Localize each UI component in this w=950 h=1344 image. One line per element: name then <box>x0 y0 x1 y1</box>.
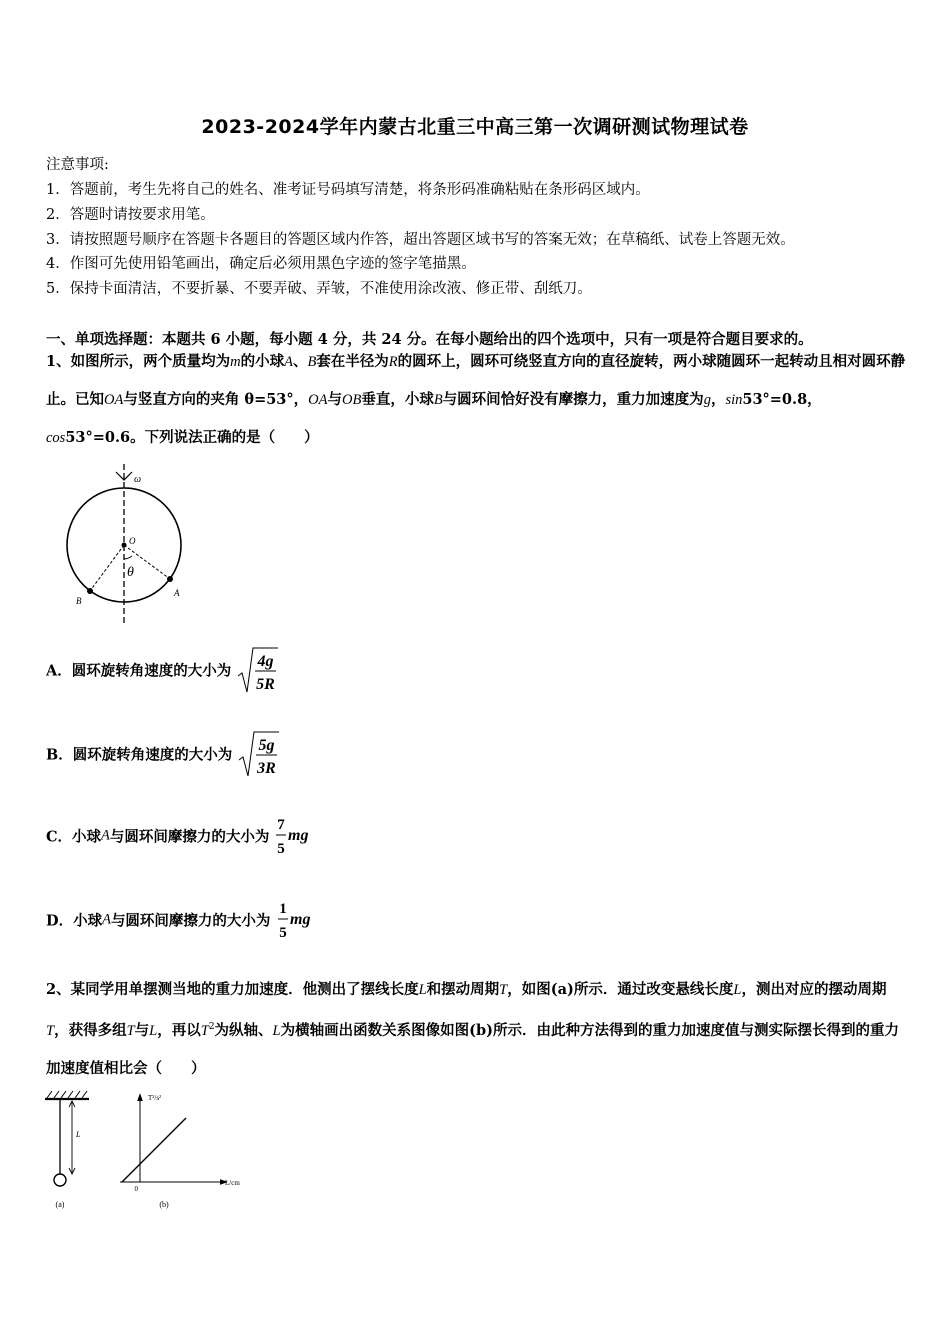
svg-text:5R: 5R <box>256 676 276 693</box>
question-1-stem: 1、如图所示，两个质量均为m的小球A、B套在半径为R的圆环上，圆环可绕竖直方向的直径旋转，两小球随圆环一起转动且相对圆环静止。已知OA与竖直方向的夹角 θ=53°，OA与OB垂直，小球B与圆环间恰好没有摩擦力，重力加速度为g，sin53°=0.8，cos53°=0.6。下列说法正确的是（ ） <box>46 353 906 446</box>
length-label: L <box>76 1130 81 1139</box>
ball-b <box>87 588 93 594</box>
theta-label: θ <box>127 565 134 580</box>
notice-heading: 注意事项: <box>46 157 109 173</box>
caption-a: (a) <box>55 1200 65 1209</box>
svg-text:7: 7 <box>277 817 286 833</box>
option-c[interactable]: C．小球A与圆环间摩擦力的大小为 7 5 mg <box>46 811 318 861</box>
svg-text:4g: 4g <box>257 653 274 670</box>
section-heading: 一、单项选择题：本题共 6 小题，每小题 4 分，共 24 分。在每小题给出的四个选项中，只有一项是符合题目要求的。 <box>46 331 813 348</box>
fraction-formula-d <box>276 895 320 945</box>
omega-label: ω <box>134 474 142 485</box>
option-a[interactable]: A．圆环旋转角速度的大小为 4g 5R <box>46 644 280 696</box>
svg-text:5g: 5g <box>258 737 275 754</box>
question-2-stem: 2、某同学用单摆测当地的重力加速度．他测出了摆线长度L和摆动周期T，如图(a)所示．通过改变悬线长度L，测出对应的摆动周期T，获得多组T与L，再以$T^2$为纵轴、L为横轴画出函数关系图像如图(b)所示．由此种方法得到的重力加速度值与测实际摆长得到的重力加速度值相比会（ ） <box>46 981 899 1077</box>
ring-figure <box>58 458 193 630</box>
notice-item: 4．作图可先使用铅笔画出，确定后必须用黑色字迹的签字笔描黑。 <box>46 256 476 272</box>
ball-a-label: A <box>174 588 180 598</box>
graph-figure <box>108 1088 248 1216</box>
ball-a <box>167 576 173 582</box>
pendulum-figure <box>42 1090 94 1215</box>
ball-b-label: B <box>76 596 82 606</box>
svg-text:mg: mg <box>289 911 310 928</box>
svg-text:5: 5 <box>278 925 287 941</box>
graph-line <box>122 1118 186 1182</box>
notice-item: 2．答题时请按要求用笔。 <box>46 207 215 223</box>
sqrt-formula-b <box>237 728 281 780</box>
y-axis-label: T²/s² <box>148 1094 162 1102</box>
svg-text:mg: mg <box>288 827 309 844</box>
notice-item: 1．答题前，考生先将自己的姓名、准考证号码填写清楚，将条形码准确粘贴在条形码区域内。 <box>46 182 650 198</box>
svg-text:5: 5 <box>277 841 286 857</box>
sqrt-formula-a <box>236 644 280 696</box>
option-b[interactable]: B．圆环旋转角速度的大小为 5g 3R <box>46 728 281 780</box>
notice-item: 5．保持卡面清洁，不要折暴、不要弄破、弄皱，不准使用涂改液、修正带、刮纸刀。 <box>46 281 592 297</box>
svg-text:3R: 3R <box>257 760 277 777</box>
notice-item: 3．请按照题号顺序在答题卡各题目的答题区域内作答，超出答题区域书写的答案无效；在草稿纸、试卷上答题无效。 <box>46 232 795 248</box>
svg-text:1: 1 <box>278 901 287 917</box>
fraction-formula-c <box>274 811 318 861</box>
page-title: 2023-2024学年内蒙古北重三中高三第一次调研测试物理试卷 <box>201 116 749 138</box>
caption-b: (b) <box>159 1200 169 1209</box>
x-axis-label: L/cm <box>225 1179 240 1187</box>
center-label: O <box>129 536 136 546</box>
origin-label: 0 <box>134 1185 138 1193</box>
option-d[interactable]: D．小球A与圆环间摩擦力的大小为 1 5 mg <box>46 895 320 945</box>
